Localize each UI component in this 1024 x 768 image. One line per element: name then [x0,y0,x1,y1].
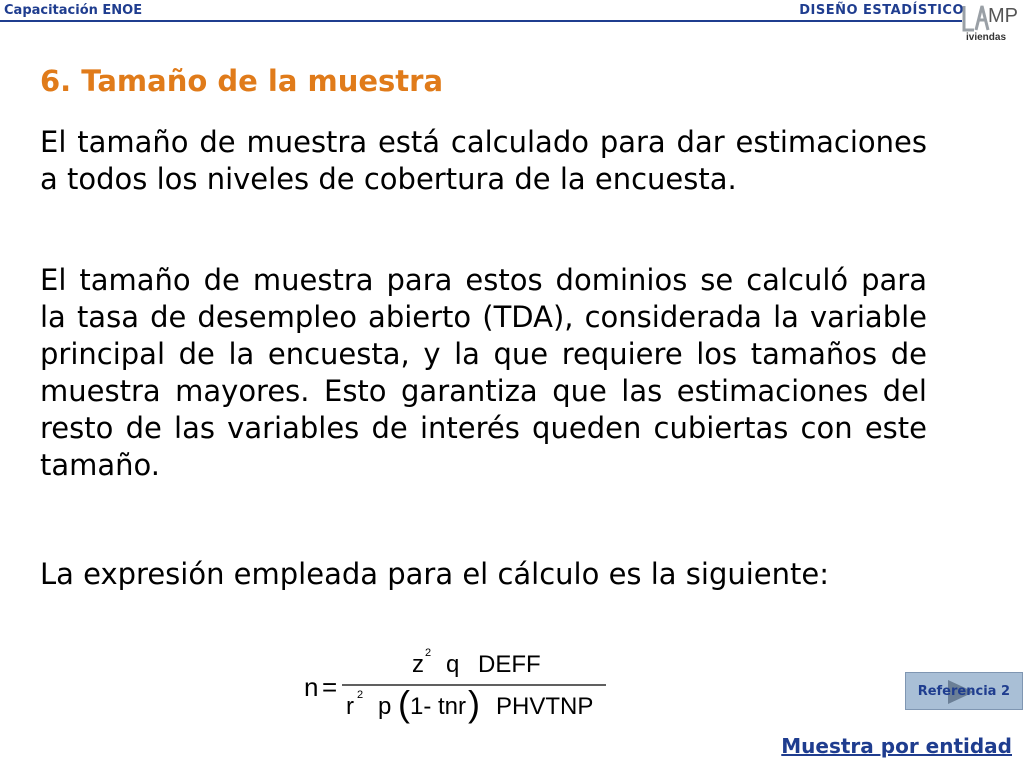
paragraph-2: El tamaño de muestra para estos dominios se calculó para la tasa de desempleo abierto (TDA), considerada la variable principal de la encuesta, y la que requiere los tamaños de muestra mayores. Esto garantiza que las estimaciones del resto de las variables de interés queden cubiertas con este tamaño. [40,263,927,482]
svg-text:iviendas: iviendas [966,32,1007,43]
reference-label: Referencia 2 [917,684,1010,699]
svg-text:MP: MP [988,5,1018,27]
header-right-title: DISEÑO ESTADÍSTICO [799,3,964,18]
reference-button[interactable] [905,672,1023,710]
paragraph-1: El tamaño de muestra está calculado para dar estimaciones a todos los niveles de cobertura de la encuesta. [40,125,927,196]
formula-r-exponent: 2 [357,689,364,701]
formula-z: z [412,651,424,678]
formula-tail: PHVTNP [496,693,594,720]
formula-lhs: n [304,672,319,702]
header-left-title: Capacitación ENOE [4,3,143,18]
formula-equals: = [322,672,338,702]
formula-q: q [446,651,460,678]
marco-muestral-logo [960,0,1018,44]
paragraph-3: La expresión empleada para el cálculo es la siguiente: [40,557,830,591]
formula-paren-open: ( [398,683,410,724]
formula-inner: 1- tnr [410,693,467,720]
section-title: 6. Tamaño de la muestra [40,64,444,98]
header-divider [0,20,962,22]
formula-p: p [378,693,392,720]
formula-r: r [346,693,354,720]
sample-by-entity-link[interactable]: Muestra por entidad [781,734,1012,758]
sample-size-formula [300,640,610,724]
formula-z-exponent: 2 [425,647,432,659]
formula-deff: DEFF [478,651,541,678]
formula-paren-close: ) [468,683,480,724]
